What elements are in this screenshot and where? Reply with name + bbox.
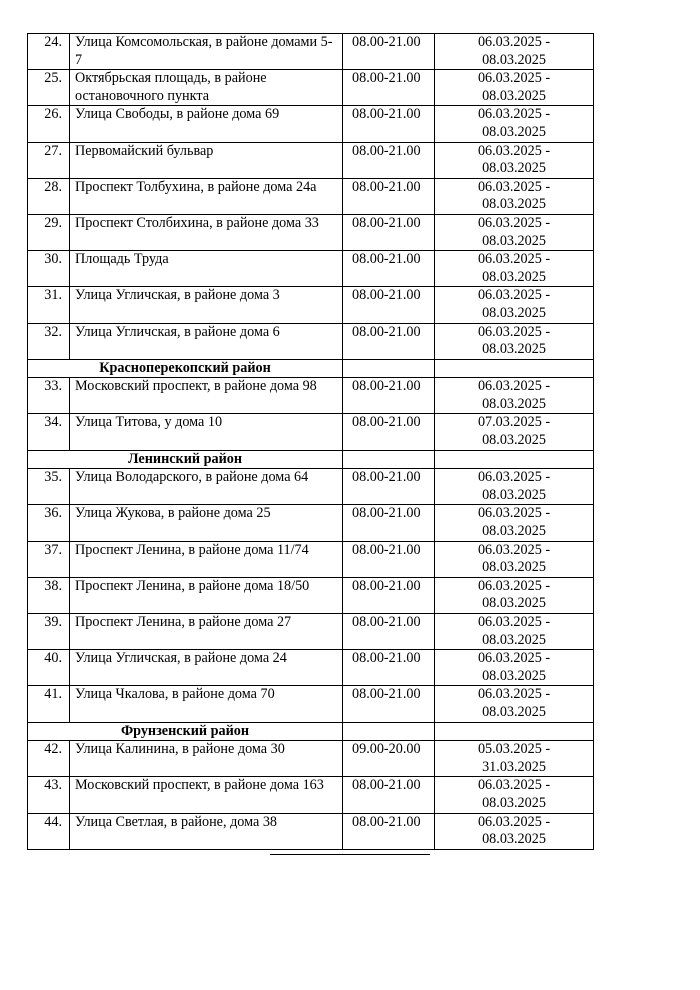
row-date-from: 06.03.2025 - <box>477 577 551 594</box>
row-working-hours: 09.00-20.00 <box>343 741 435 777</box>
row-working-hours: 08.00-21.00 <box>343 214 435 250</box>
table-row <box>28 741 594 777</box>
row-address: Улица Чкалова, в районе дома 70 <box>70 686 343 722</box>
table-row <box>28 214 594 250</box>
row-date-range <box>435 650 594 686</box>
row-working-hours: 08.00-21.00 <box>343 251 435 287</box>
row-date-to: 08.03.2025 <box>482 595 546 612</box>
row-address: Улица Свободы, в районе дома 69 <box>70 106 343 142</box>
row-date-to: 08.03.2025 <box>482 631 546 648</box>
district-header-row <box>28 722 594 741</box>
row-number: 32. <box>28 323 70 359</box>
row-date-from: 06.03.2025 - <box>477 178 551 195</box>
row-date-from: 06.03.2025 - <box>477 777 551 794</box>
row-number: 41. <box>28 686 70 722</box>
row-date-from: 06.03.2025 - <box>477 686 551 703</box>
row-date-from: 06.03.2025 - <box>477 813 551 830</box>
row-address: Первомайский бульвар <box>70 142 343 178</box>
row-date-to: 08.03.2025 <box>482 559 546 576</box>
table-row <box>28 142 594 178</box>
row-date-range <box>435 414 594 450</box>
table-row <box>28 414 594 450</box>
row-date-from: 06.03.2025 - <box>477 323 551 340</box>
row-address: Московский проспект, в районе дома 98 <box>70 378 343 414</box>
row-date-from: 06.03.2025 - <box>477 650 551 667</box>
row-number: 42. <box>28 741 70 777</box>
table-row <box>28 251 594 287</box>
row-date-range <box>435 741 594 777</box>
row-number: 34. <box>28 414 70 450</box>
row-address: Проспект Столбихина, в районе дома 33 <box>70 214 343 250</box>
row-date-from: 06.03.2025 - <box>477 70 551 87</box>
district-empty-cell <box>435 359 594 378</box>
row-date-to: 08.03.2025 <box>482 794 546 811</box>
row-date-from: 06.03.2025 - <box>477 214 551 231</box>
row-address: Улица Жукова, в районе дома 25 <box>70 505 343 541</box>
table-row <box>28 178 594 214</box>
row-address: Улица Комсомольская, в районе домами 5-7 <box>70 34 343 70</box>
district-name: Ленинский район <box>28 450 343 469</box>
row-date-range <box>435 813 594 849</box>
row-date-range <box>435 178 594 214</box>
row-date-range <box>435 142 594 178</box>
row-number: 33. <box>28 378 70 414</box>
row-date-from: 06.03.2025 - <box>477 505 551 522</box>
table-row <box>28 34 594 70</box>
table-row <box>28 686 594 722</box>
row-address: Улица Титова, у дома 10 <box>70 414 343 450</box>
row-number: 43. <box>28 777 70 813</box>
table-row <box>28 577 594 613</box>
table-row <box>28 106 594 142</box>
row-number: 29. <box>28 214 70 250</box>
row-date-to: 08.03.2025 <box>482 341 546 358</box>
row-address: Октябрьская площадь, в районе остановочного пункта <box>70 70 343 106</box>
row-working-hours: 08.00-21.00 <box>343 106 435 142</box>
row-date-to: 08.03.2025 <box>482 196 546 213</box>
row-date-to: 08.03.2025 <box>482 523 546 540</box>
row-number: 25. <box>28 70 70 106</box>
row-address: Улица Светлая, в районе, дома 38 <box>70 813 343 849</box>
row-date-range <box>435 323 594 359</box>
table-row <box>28 287 594 323</box>
row-number: 35. <box>28 469 70 505</box>
row-working-hours: 08.00-21.00 <box>343 70 435 106</box>
row-number: 38. <box>28 577 70 613</box>
row-date-to: 08.03.2025 <box>482 268 546 285</box>
table-row <box>28 70 594 106</box>
district-empty-cell <box>435 722 594 741</box>
row-address: Улица Угличская, в районе дома 24 <box>70 650 343 686</box>
row-working-hours: 08.00-21.00 <box>343 541 435 577</box>
row-working-hours: 08.00-21.00 <box>343 323 435 359</box>
row-number: 39. <box>28 614 70 650</box>
row-date-from: 06.03.2025 - <box>477 287 551 304</box>
row-date-to: 08.03.2025 <box>482 432 546 449</box>
row-date-range <box>435 34 594 70</box>
row-date-range <box>435 541 594 577</box>
district-empty-cell <box>343 722 435 741</box>
row-number: 26. <box>28 106 70 142</box>
row-date-to: 08.03.2025 <box>482 667 546 684</box>
row-date-to: 08.03.2025 <box>482 395 546 412</box>
row-date-to: 08.03.2025 <box>482 486 546 503</box>
row-address: Улица Угличская, в районе дома 3 <box>70 287 343 323</box>
row-date-range <box>435 614 594 650</box>
table-row <box>28 813 594 849</box>
table-row <box>28 777 594 813</box>
row-address: Площадь Труда <box>70 251 343 287</box>
row-working-hours: 08.00-21.00 <box>343 686 435 722</box>
row-date-from: 06.03.2025 - <box>477 541 551 558</box>
row-date-to: 08.03.2025 <box>482 51 546 68</box>
district-header-row <box>28 450 594 469</box>
row-address: Проспект Толбухина, в районе дома 24а <box>70 178 343 214</box>
row-working-hours: 08.00-21.00 <box>343 142 435 178</box>
row-date-range <box>435 505 594 541</box>
row-number: 31. <box>28 287 70 323</box>
row-date-to: 08.03.2025 <box>482 87 546 104</box>
row-working-hours: 08.00-21.00 <box>343 34 435 70</box>
row-number: 27. <box>28 142 70 178</box>
row-date-range <box>435 214 594 250</box>
row-address: Проспект Ленина, в районе дома 27 <box>70 614 343 650</box>
row-date-from: 06.03.2025 - <box>477 106 551 123</box>
row-number: 24. <box>28 34 70 70</box>
row-address: Улица Калинина, в районе дома 30 <box>70 741 343 777</box>
row-working-hours: 08.00-21.00 <box>343 378 435 414</box>
district-name: Красноперекопский район <box>28 359 343 378</box>
row-working-hours: 08.00-21.00 <box>343 505 435 541</box>
row-address: Улица Угличская, в районе дома 6 <box>70 323 343 359</box>
end-divider-line <box>270 854 430 855</box>
row-working-hours: 08.00-21.00 <box>343 614 435 650</box>
row-date-to: 08.03.2025 <box>482 160 546 177</box>
row-date-from: 07.03.2025 - <box>477 414 551 431</box>
row-date-range <box>435 686 594 722</box>
row-number: 37. <box>28 541 70 577</box>
row-date-from: 06.03.2025 - <box>477 378 551 395</box>
row-date-range <box>435 577 594 613</box>
row-date-from: 06.03.2025 - <box>477 469 551 486</box>
table-row <box>28 469 594 505</box>
district-empty-cell <box>343 450 435 469</box>
table-row <box>28 614 594 650</box>
row-number: 28. <box>28 178 70 214</box>
table-row <box>28 505 594 541</box>
row-date-range <box>435 469 594 505</box>
row-date-from: 05.03.2025 - <box>477 741 551 758</box>
table-row <box>28 378 594 414</box>
row-number: 44. <box>28 813 70 849</box>
row-address: Проспект Ленина, в районе дома 11/74 <box>70 541 343 577</box>
row-working-hours: 08.00-21.00 <box>343 650 435 686</box>
row-working-hours: 08.00-21.00 <box>343 777 435 813</box>
row-working-hours: 08.00-21.00 <box>343 813 435 849</box>
row-date-to: 08.03.2025 <box>482 304 546 321</box>
row-date-range <box>435 378 594 414</box>
row-number: 36. <box>28 505 70 541</box>
row-working-hours: 08.00-21.00 <box>343 577 435 613</box>
row-date-to: 08.03.2025 <box>482 831 546 848</box>
row-date-to: 08.03.2025 <box>482 232 546 249</box>
row-date-from: 06.03.2025 - <box>477 142 551 159</box>
row-date-from: 06.03.2025 - <box>477 34 551 50</box>
row-date-from: 06.03.2025 - <box>477 614 551 630</box>
row-address: Московский проспект, в районе дома 163 <box>70 777 343 813</box>
table-row <box>28 650 594 686</box>
locations-table <box>27 33 594 850</box>
row-date-range <box>435 70 594 106</box>
row-date-to: 31.03.2025 <box>482 758 546 775</box>
row-address: Улица Володарского, в районе дома 64 <box>70 469 343 505</box>
row-working-hours: 08.00-21.00 <box>343 178 435 214</box>
row-date-range <box>435 287 594 323</box>
row-date-to: 08.03.2025 <box>482 703 546 720</box>
table-row <box>28 323 594 359</box>
row-date-range <box>435 106 594 142</box>
district-empty-cell <box>435 450 594 469</box>
row-working-hours: 08.00-21.00 <box>343 414 435 450</box>
row-number: 40. <box>28 650 70 686</box>
row-date-range <box>435 777 594 813</box>
row-working-hours: 08.00-21.00 <box>343 469 435 505</box>
table-body <box>28 34 594 850</box>
row-date-from: 06.03.2025 - <box>477 251 551 268</box>
row-date-range <box>435 251 594 287</box>
district-empty-cell <box>343 359 435 378</box>
district-name: Фрунзенский район <box>28 722 343 741</box>
row-address: Проспект Ленина, в районе дома 18/50 <box>70 577 343 613</box>
row-date-to: 08.03.2025 <box>482 123 546 140</box>
row-working-hours: 08.00-21.00 <box>343 287 435 323</box>
district-header-row <box>28 359 594 378</box>
table-row <box>28 541 594 577</box>
row-number: 30. <box>28 251 70 287</box>
